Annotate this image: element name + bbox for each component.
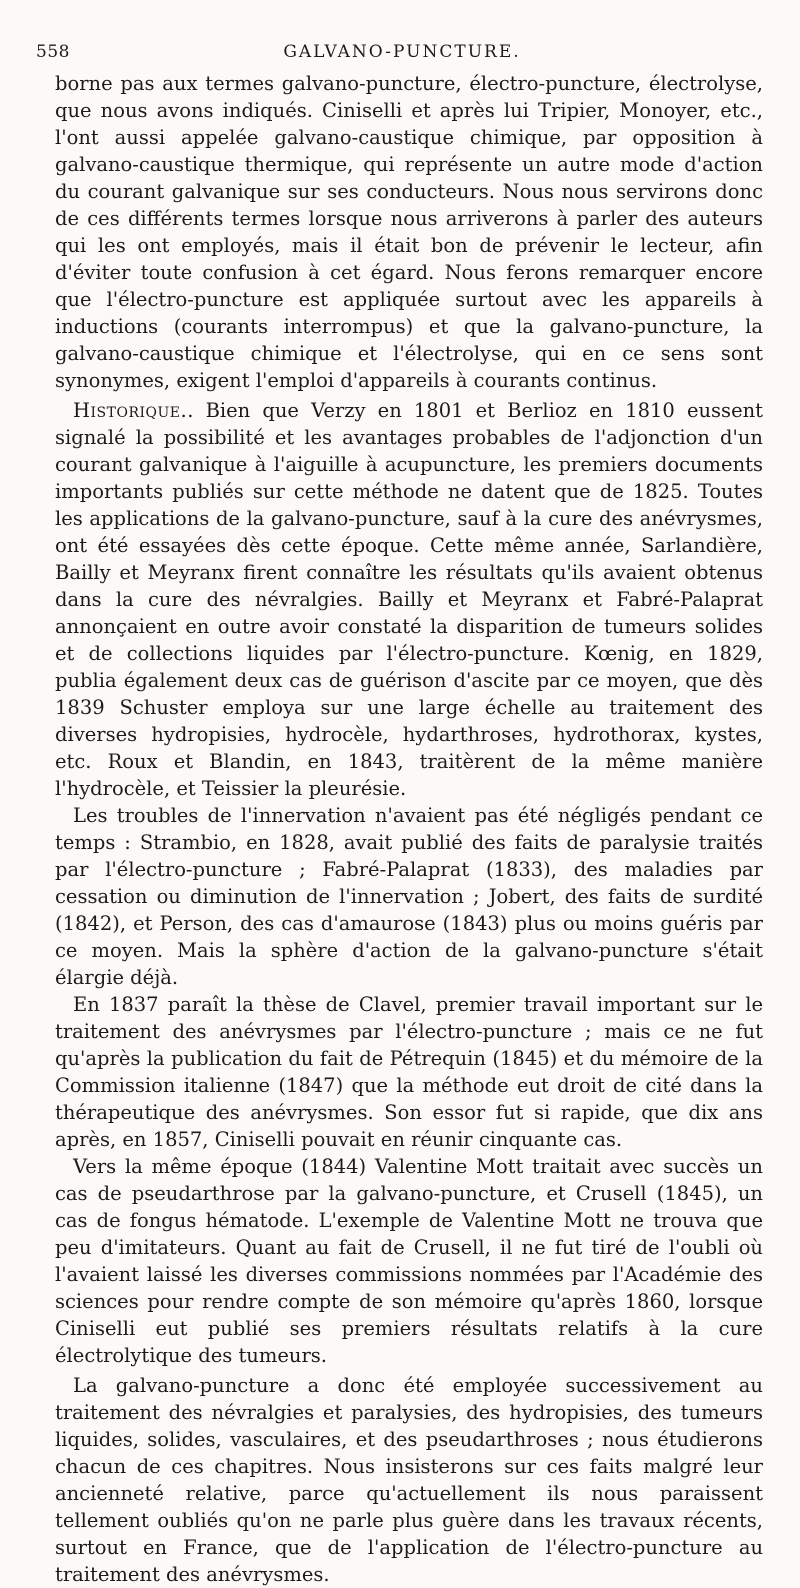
page-header: [36, 30, 768, 70]
paragraph-conclusion: La galvano-puncture a donc été employée successivement au traitement des névralgies et paralysies, des hydropisies, des tumeurs liquides, solides, vasculaires, et des pseudarthroses ; nous étudierons chacun de ces chapitres. Nous insisterons sur ces faits malgré leur ancienneté relative, parce qu'actuellement ils nous paraissent tellement oubliés qu'on ne parle plus guère dans les travaux récents, surtout en France, que de l'application de l'électro-puncture au traitement des anévrysmes.: [55, 1374, 763, 1586]
section-heading-historique: Historique.: [73, 399, 188, 422]
paragraph-innervation: Les troubles de l'innervation n'avaient pas été négligés pendant ce temps : Strambio, en 1828, avait publié des faits de paralysie traités par l'électro-puncture ; Fabré-Palaprat (1833), des maladies par cessation ou diminution de l'innervation ; Jobert, des faits de surdité (1842), et Person, des cas d'amaurose (1843) plus ou moins guéris par ce moyen. Mais la sphère d'action de la galvano-puncture s'était élargie déjà.: [55, 804, 763, 989]
paragraph-clavel: En 1837 paraît la thèse de Clavel, premier travail important sur le traitement des anévrysmes par l'électro-puncture ; mais ce ne fut qu'après la publication du fait de Pétrequin (1845) et du mémoire de la Commission italienne (1847) que la méthode eut droit de cité dans la thérapeutique des anévrysmes. Son essor fut si rapide, que dix ans après, en 1857, Ciniselli pouvait en réunir cinquante cas.: [55, 993, 763, 1151]
running-title: GALVANO-PUNCTURE.: [283, 42, 521, 62]
paragraph-intro: borne pas aux termes galvano-puncture, électro-puncture, électrolyse, que nous avons indiqués. Ciniselli et après lui Tripier, Monoyer, etc., l'ont aussi appelée galvano-caustique chimique, par opposition à galvano-caustique thermique, qui représente un autre mode d'action du courant galvanique sur ses conducteurs. Nous nous servirons donc de ces différents termes lorsque nous arriverons à parler des auteurs qui les ont employés, mais il était bon de prévenir le lecteur, afin d'éviter toute confusion à cet égard. Nous ferons remarquer encore que l'électro-puncture est appliquée surtout avec les appareils à inductions (courants interrompus) et que la galvano-puncture, la galvano-caustique chimique et l'électrolyse, qui en ce sens sont synonymes, exigent l'emploi d'appareils à courants continus.: [55, 72, 763, 392]
body-text: [55, 70, 763, 1588]
paragraph-mott: Vers la même époque (1844) Valentine Mott traitait avec succès un cas de pseudarthrose par la galvano-puncture, et Crusell (1845), un cas de fongus hématode. L'exemple de Valentine Mott ne trouva que peu d'imitateurs. Quant au fait de Crusell, il ne fut tiré de l'oubli où l'avaient laissé les diverses commissions nommées par l'Académie des sciences pour rendre compte de son mémoire qu'après 1860, lorsque Ciniselli eut publié ses premiers résultats relatifs à la cure électrolytique des tumeurs.: [55, 1155, 763, 1367]
paragraph-historique: Historique.. Bien que Verzy en 1801 et Berlioz en 1810 eussent signalé la possibilité et les avantages probables de l'adjonction d'un courant galvanique à l'aiguille à acupuncture, les premiers documents importants publiés sur cette méthode ne datent que de 1825. Toutes les applications de la galvano-puncture, sauf à la cure des anévrysmes, ont été essayées dès cette époque. Cette même année, Sarlandière, Bailly et Meyranx firent connaître les résultats qu'ils avaient obtenus dans la cure des névralgies. Bailly et Meyranx et Fabré-Palaprat annonçaient en outre avoir constaté la disparition de tumeurs solides et de collections liquides par l'électro-puncture. Kœnig, en 1829, publia également deux cas de guérison d'ascite par ce moyen, que dès 1839 Schuster employa sur une large échelle au traitement des diverses hydropisies, hydrocèle, hydarthroses, hydrothorax, kystes, etc. Roux et Blandin, en 1843, traitèrent de la même manière l'hydrocèle, et Teissier la pleurésie.: [55, 399, 764, 800]
page-number: 558: [36, 42, 70, 62]
paragraph-historique-text: Bien que Verzy en 1801 et Berlioz en 1810 eussent signalé la possibilité et les avantages probables de l'adjonction d'un courant galvanique à l'aiguille à acupuncture, les premiers documents importants publiés sur cette méthode ne datent que de 1825. Toutes les applications de la galvano-puncture, sauf à la cure des anévrysmes, ont été essayées dès cette époque. Cette même année, Sarlandière, Bailly et Meyranx firent connaître les résultats qu'ils avaient obtenus dans la cure des névralgies. Bailly et Meyranx et Fabré-Palaprat annonçaient en outre avoir constaté la disparition de tumeurs solides et de collections liquides par l'électro-puncture. Kœnig, en 1829, publia également deux cas de guérison d'ascite par ce moyen, que dès 1839 Schuster employa sur une large échelle au traitement des diverses hydropisies, hydrocèle, hydarthroses, hydrothorax, kystes, etc. Roux et Blandin, en 1843, traitèrent de la même manière l'hydrocèle, et Teissier la pleurésie.: [55, 399, 764, 800]
